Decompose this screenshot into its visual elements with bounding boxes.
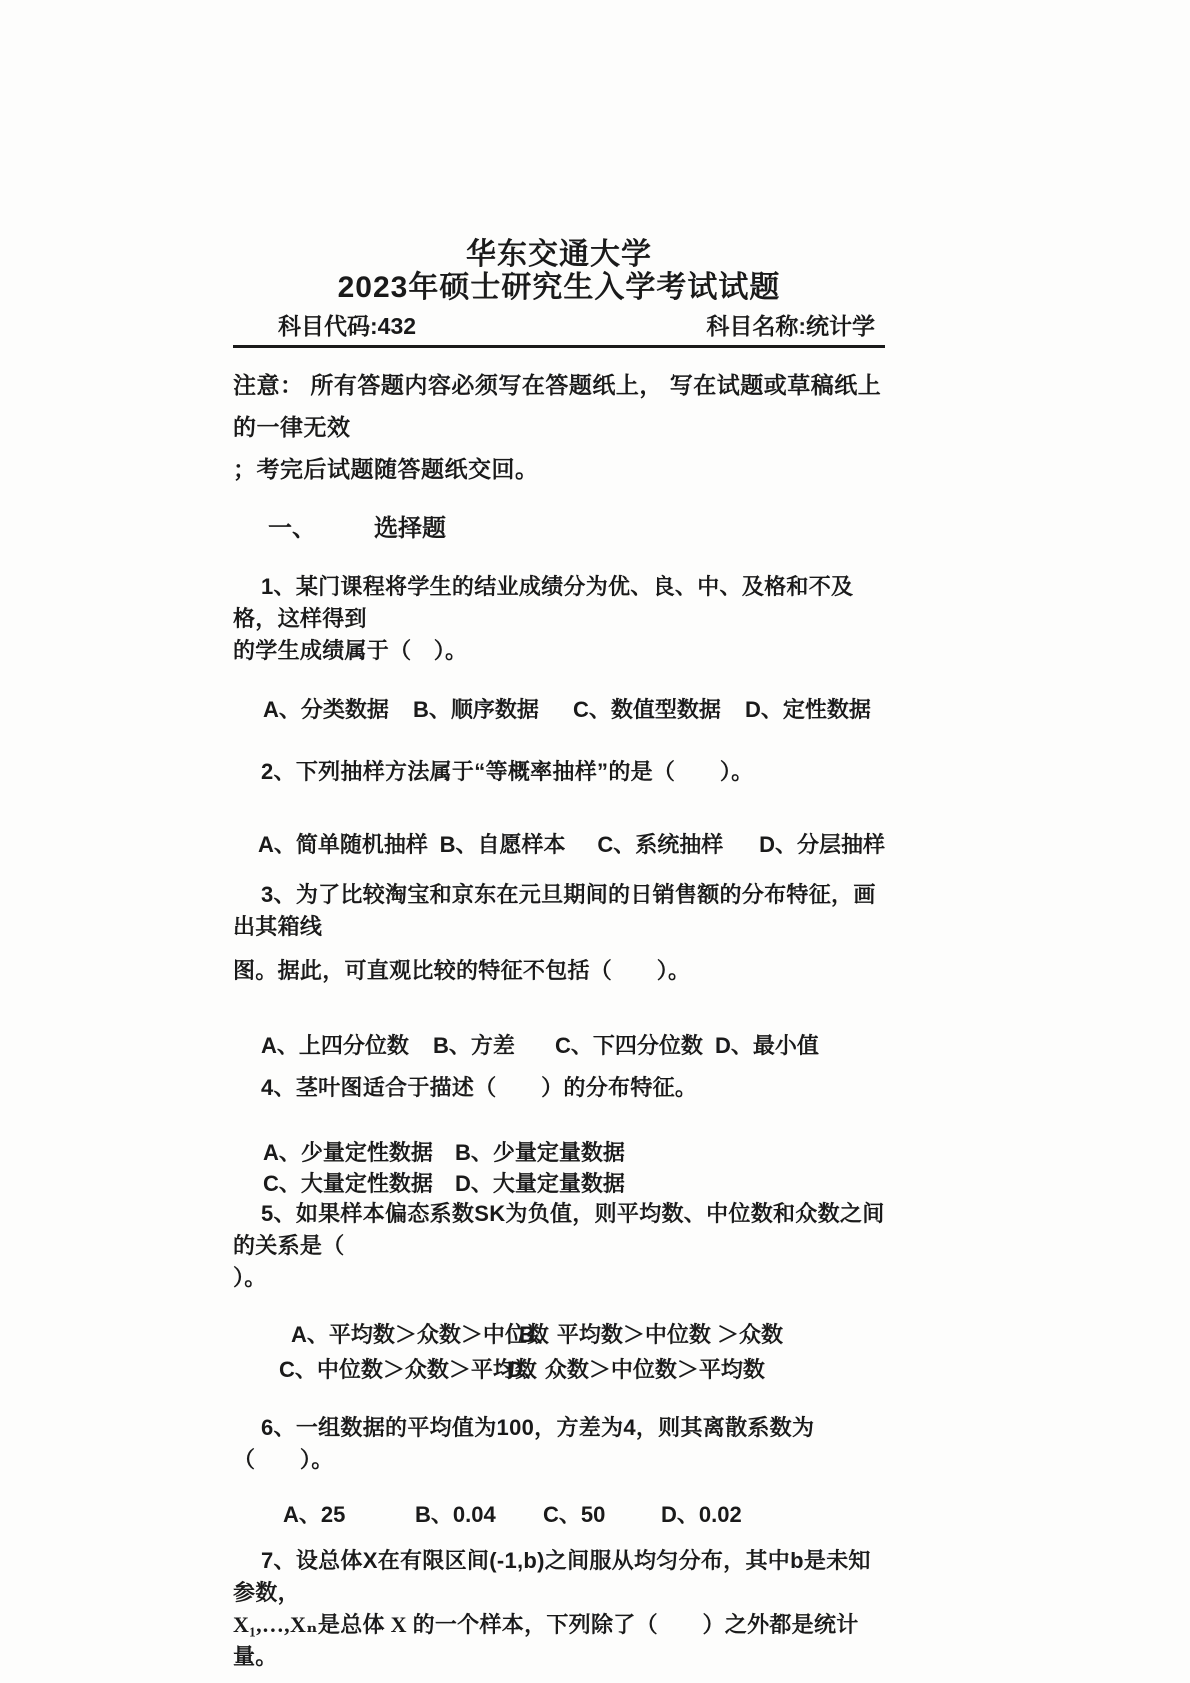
question-5-options-row-2 [233, 1353, 885, 1384]
question-2-text: 2、下列抽样方法属于“等概率抽样”的是（ ）。 [261, 759, 754, 784]
notice-paragraph [233, 364, 885, 490]
option-c: C、下四分位数 [555, 1033, 703, 1058]
option-d: D、最小值 [715, 1033, 819, 1058]
option-c: C、数值型数据 [573, 697, 721, 722]
option-b: B、自愿样本 [439, 832, 566, 857]
option-b: B、少量定量数据 [455, 1140, 625, 1165]
section-heading [233, 508, 885, 543]
option-d: D、大量定量数据 [455, 1171, 625, 1196]
question-5-line-1: 5、如果样本偏态系数SK为负值，则平均数、中位数和众数之间的关系是（ [233, 1201, 885, 1258]
question-6-options [233, 1498, 885, 1529]
notice-line-1: 注意： 所有答题内容必须写在答题纸上， 写在试题或草稿纸上的一律无效 [233, 372, 882, 440]
subject-name: 科目名称:统计学 [706, 313, 875, 339]
question-1-line-2: 的学生成绩属于（ ）。 [233, 638, 468, 663]
option-c: C、大量定性数据 [263, 1171, 433, 1196]
option-d: D、众数＞中位数＞平均数 [507, 1357, 765, 1382]
university-title: 华东交通大学 [466, 238, 652, 271]
exam-title: 2023年硕士研究生入学考试试题 [337, 271, 781, 304]
option-a: A、25 [283, 1502, 346, 1527]
subject-code: 科目代码:432 [278, 313, 417, 339]
question-4-options-row-2 [233, 1167, 885, 1198]
notice-line-2: ；考完后试题随答题纸交回。 [233, 456, 539, 482]
question-5-line-2: ）。 [233, 1265, 267, 1290]
option-c: C、50 [543, 1502, 606, 1527]
option-d: D、分层抽样 [759, 832, 885, 857]
question-6-text: 6、一组数据的平均值为100，方差为4，则其离散系数为（ ）。 [233, 1415, 815, 1472]
question-3-options [233, 1029, 885, 1060]
section-number: 一、 [268, 515, 316, 542]
section-title: 选择题 [374, 515, 446, 542]
option-b: B、平均数＞中位数 ＞众数 [519, 1322, 784, 1347]
option-c: C、系统抽样 [597, 832, 724, 857]
option-a: A、分类数据 [263, 697, 389, 722]
option-d: D、定性数据 [745, 697, 871, 722]
question-1-options [233, 693, 885, 724]
option-d: D、0.02 [661, 1502, 742, 1527]
option-a: A、简单随机抽样 [258, 832, 428, 857]
question-5-options-row-1 [233, 1318, 885, 1349]
option-b: B、方差 [433, 1033, 515, 1058]
question-7-line-1: 7、设总体X在有限区间(-1,b)之间服从均匀分布，其中b是未知参数， [233, 1548, 871, 1605]
question-4-text: 4、茎叶图适合于描述（ ）的分布特征。 [261, 1075, 698, 1100]
option-a: A、平均数＞众数＞中位数 [291, 1322, 549, 1347]
question-3-line-1: 3、为了比较淘宝和京东在元旦期间的日销售额的分布特征，画出其箱线 [233, 882, 876, 939]
option-a: A、上四分位数 [261, 1033, 409, 1058]
option-b: B、0.04 [415, 1502, 496, 1527]
exam-content [233, 238, 885, 1683]
question-4-options-row-1 [233, 1136, 885, 1167]
subject-meta-row [233, 308, 885, 348]
question-2-options [233, 828, 885, 859]
question-3-line-2: 图。据此，可直观比较的特征不包括（ ）。 [233, 958, 691, 983]
option-c: C、中位数＞众数＞平均数 [279, 1357, 537, 1382]
option-a: A、少量定性数据 [263, 1140, 433, 1165]
question-7-line-2: X₁,…,Xₙ是总体 X 的一个样本，下列除了（ ）之外都是统计量。 [233, 1612, 859, 1669]
question-1-line-1: 1、某门课程将学生的结业成绩分为优、良、中、及格和不及格，这样得到 [233, 574, 854, 631]
option-b: B、顺序数据 [413, 697, 539, 722]
